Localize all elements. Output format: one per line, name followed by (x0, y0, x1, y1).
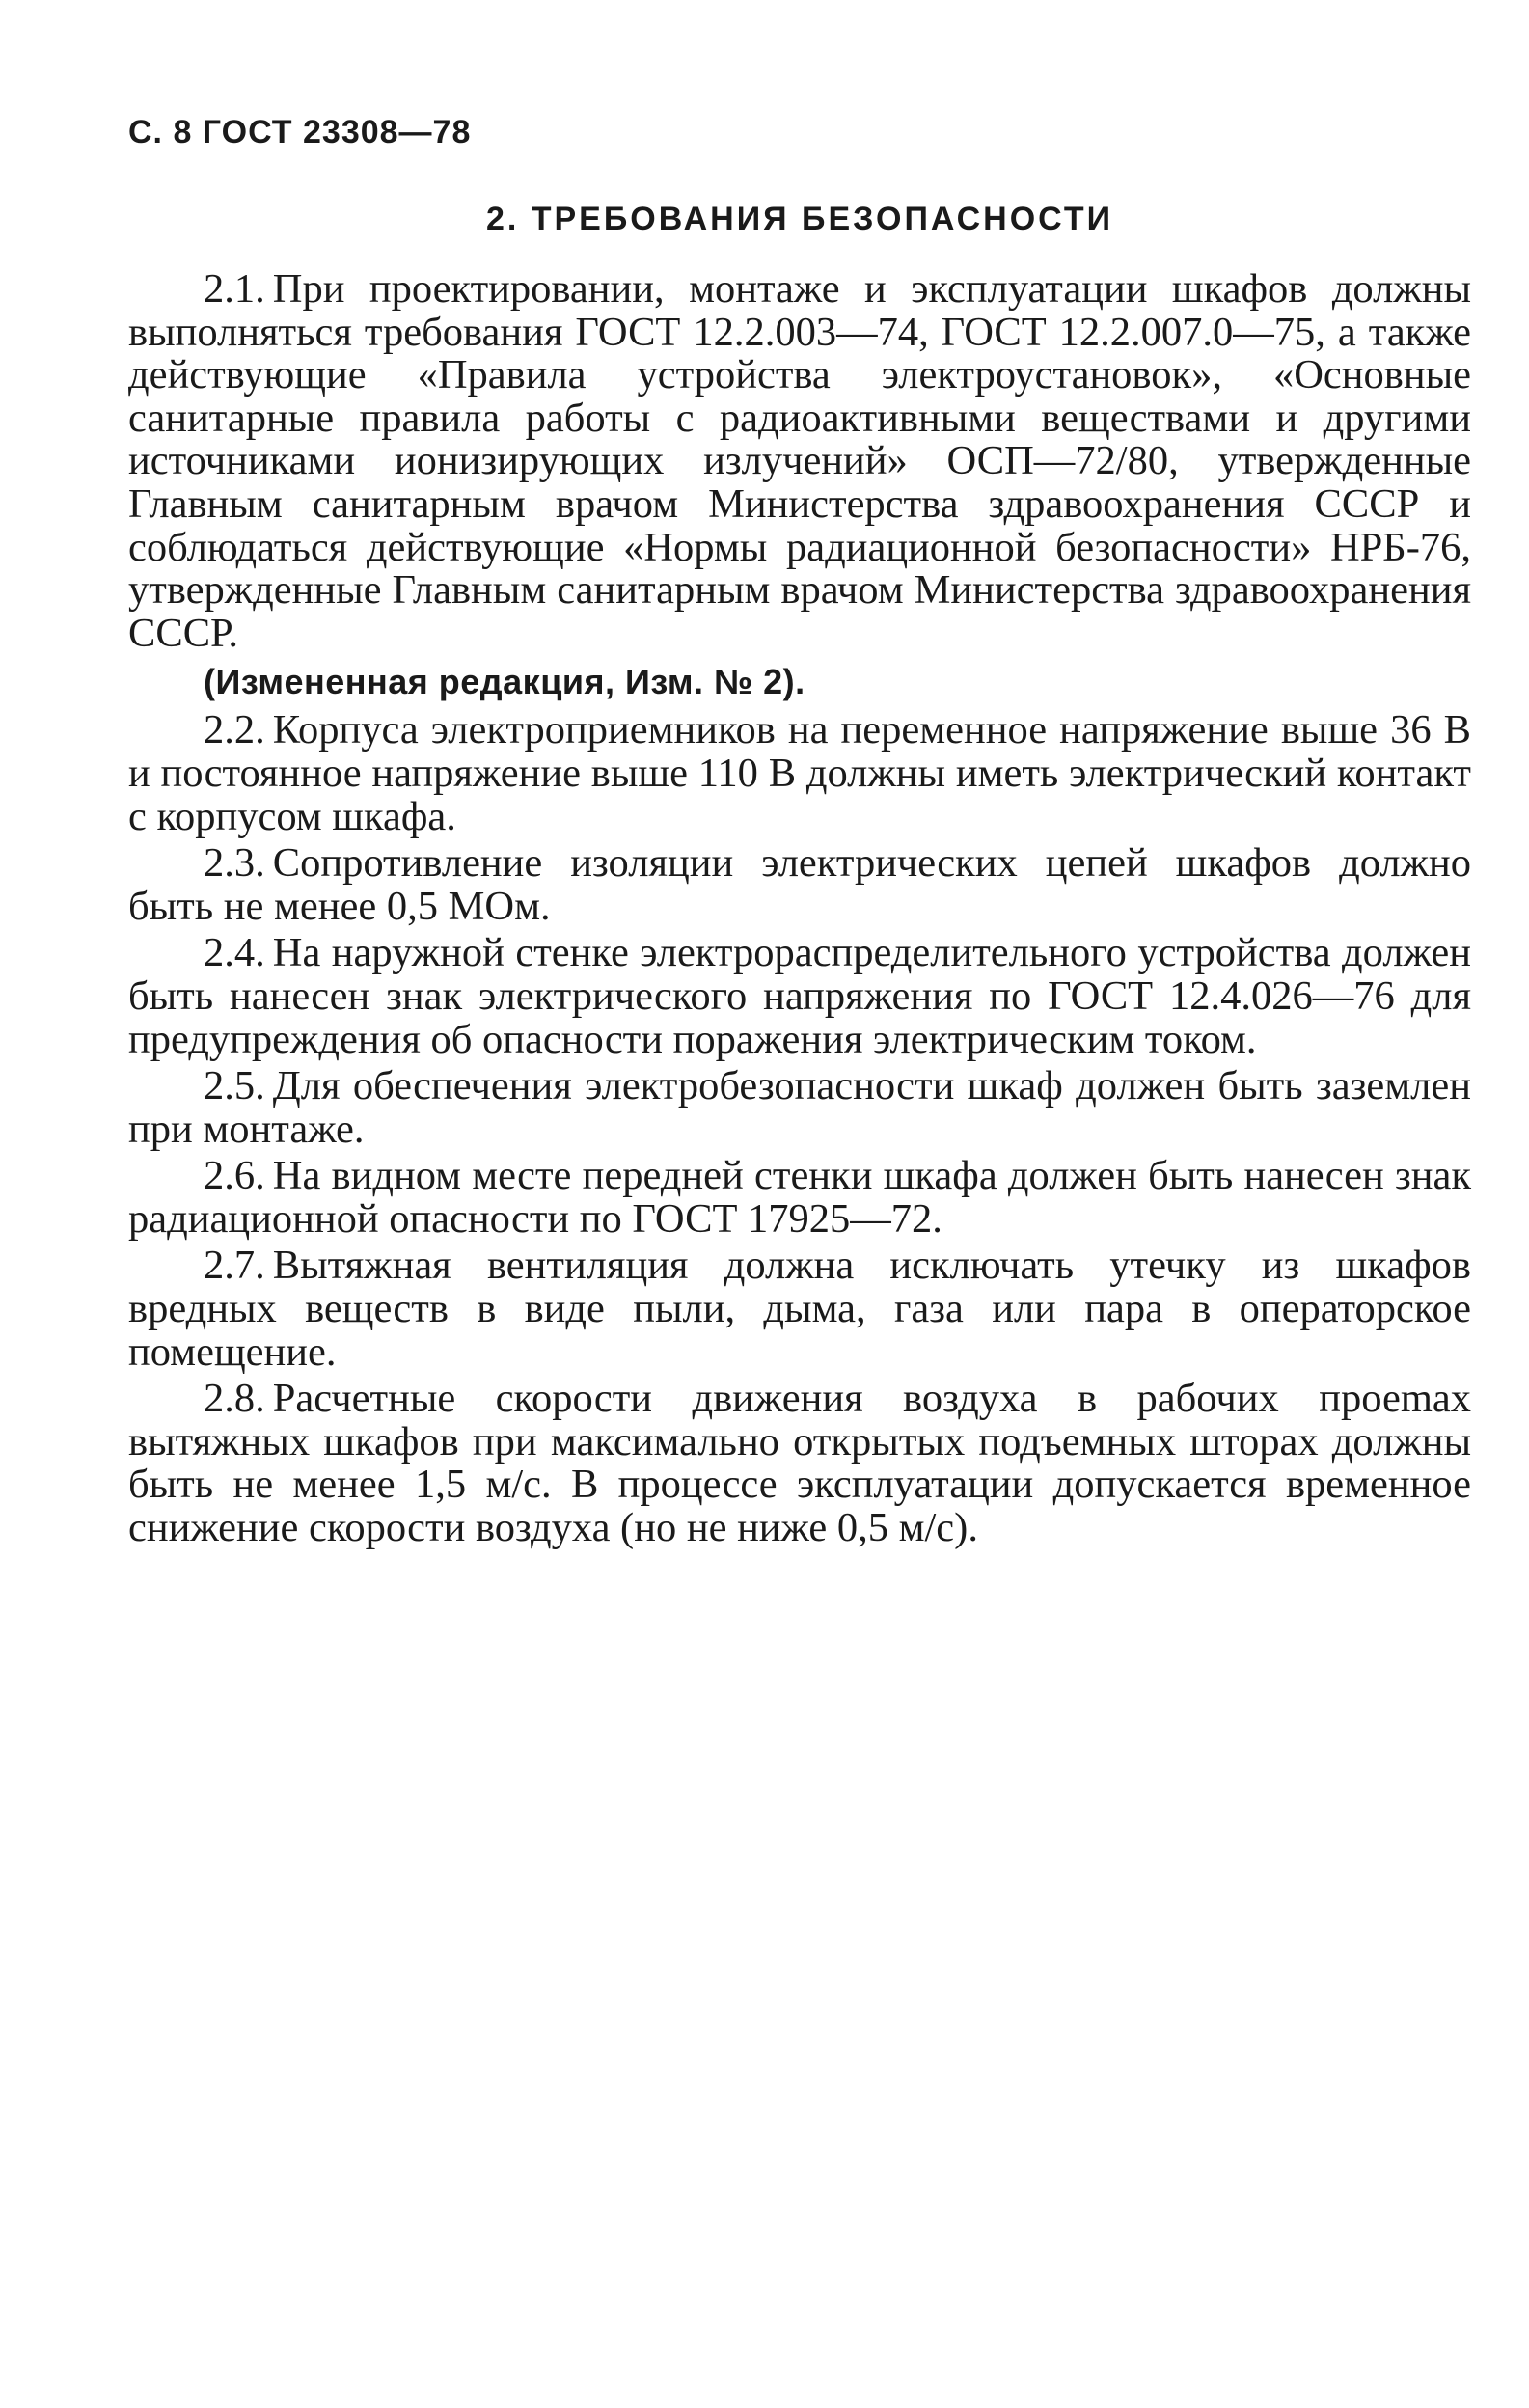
running-header: С. 8 ГОСТ 23308—78 (128, 114, 472, 150)
paragraph-text: Расчетные скорости движения воздуха в рабочих проеmах вытяжных шкафов при максимально открытых подъемных шторах должны быть не менее 1,5 м/с. В процессе эксплуатации допускается временное снижение скорости воздуха (но не ниже 0,5 м/с). (128, 1376, 1471, 1551)
paragraph-text: Для обеспечения электробезопасности шкаф должен быть заземлен при монтаже. (128, 1063, 1471, 1152)
paragraph-text: Сопротивление изоляции электрических цепей шкафов должно быть не менее 0,5 МОм. (128, 840, 1471, 929)
paragraph-2-6 (128, 1155, 1471, 1241)
paragraph-number: 2.6. (204, 1153, 265, 1199)
paragraph-number: 2.3. (204, 840, 265, 887)
paragraph-text: На наружной стенке электрораспределительного устройства должен быть нанесен знак электрического напряжения по ГОСТ 12.4.026—76 для предупреждения об опасности поражения электрическим током. (128, 930, 1471, 1062)
paragraph-text: Корпуса электроприемников на переменное напряжение выше 36 В и постоянное напряжение выше 110 В должны иметь электрический контакт с корпусом шкафа. (128, 707, 1471, 839)
document-body (128, 268, 1471, 1554)
paragraph-number: 2.7. (204, 1243, 265, 1289)
section-title: 2. ТРЕБОВАНИЯ БЕЗОПАСНОСТИ (485, 201, 1114, 237)
amendment-note: (Измененная редакция, Изм. № 2). (204, 662, 805, 702)
paragraph-2-8 (128, 1378, 1471, 1549)
paragraph-2-4 (128, 932, 1471, 1061)
paragraph-2-3 (128, 842, 1471, 928)
paragraph-number: 2.4. (204, 930, 265, 976)
paragraph-2-5 (128, 1065, 1471, 1151)
paragraph-number: 2.8. (204, 1376, 265, 1422)
paragraph-text: При проектировании, монтаже и эксплуатации шкафов должны выполняться требования ГОСТ 12.2.003—74, ГОСТ 12.2.007.0—75, а также действующие «Правила устройства электроустановок», «Основные санитарные правила работы с радиоактивными веществами и другими источниками ионизирующих излучений» ОСП—72/80, утвержденные Главным санитарным врачом Министерства здравоохранения СССР и соблюдаться действующие «Нормы радиационной безопасности» НРБ-76, утвержденные Главным санитарным врачом Министерства здравоохранения СССР. (128, 266, 1471, 656)
paragraph-number: 2.2. (204, 707, 265, 753)
paragraph-text: Вытяжная вентиляция должна исключать утечку из шкафов вредных веществ в виде пыли, дыма, газа или пара в операторское помещение. (128, 1243, 1471, 1375)
paragraph-text: На видном месте передней стенки шкафа должен быть нанесен знак радиационной опасности по ГОСТ 17925—72. (128, 1153, 1471, 1242)
paragraph-number: 2.1. (204, 266, 265, 312)
paragraph-2-1 (128, 268, 1471, 655)
paragraph-2-7 (128, 1245, 1471, 1374)
paragraph-2-2 (128, 709, 1471, 838)
paragraph-number: 2.5. (204, 1063, 265, 1109)
